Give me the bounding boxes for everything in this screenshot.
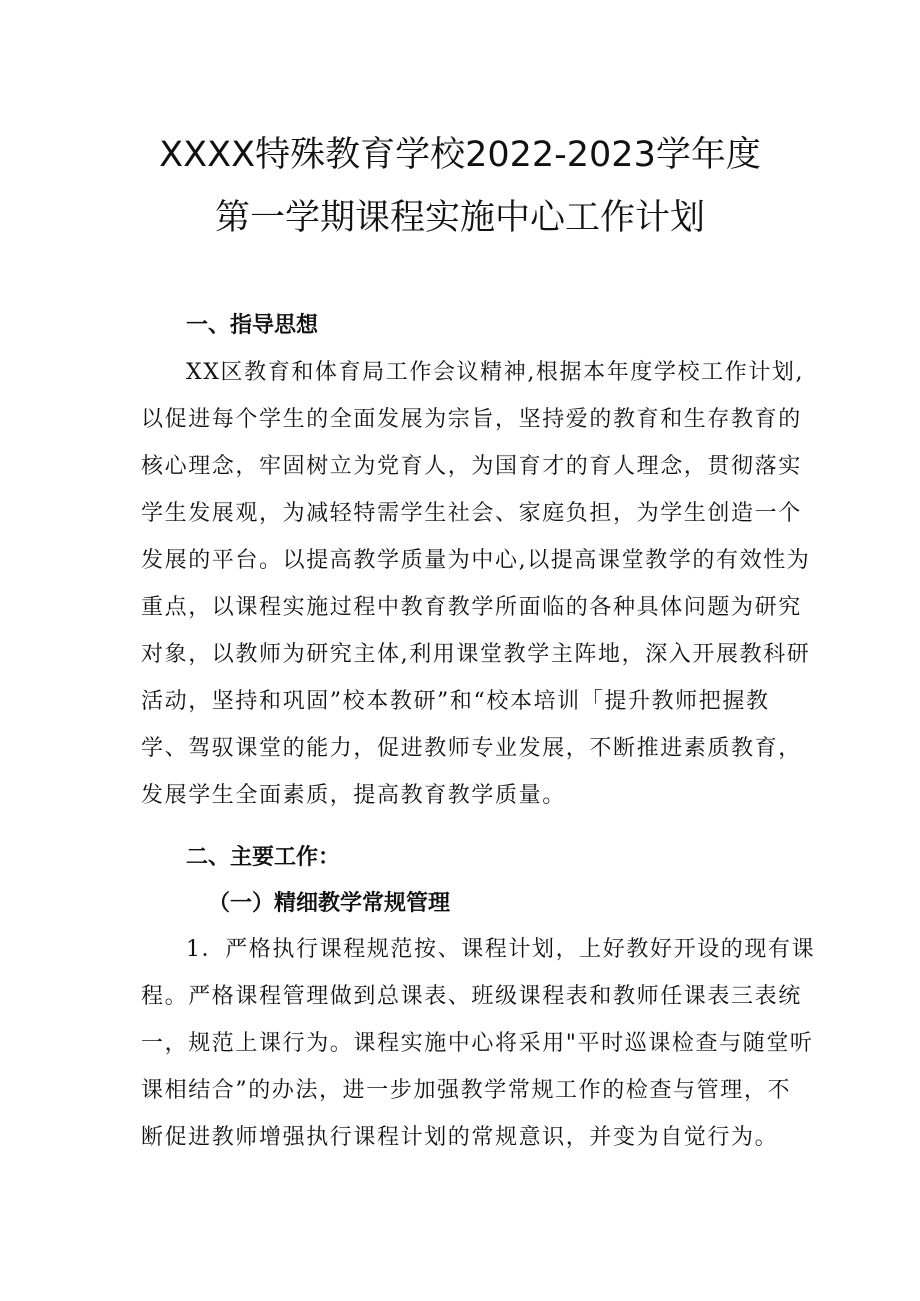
paragraph-line: 活动，坚持和巩固”校本教研”和“校本培训「提升教师把握教 (141, 689, 770, 714)
document-title-line-1: XXXX特殊教育学校2022-2023学年度 (159, 135, 761, 175)
paragraph-line: 重点，以课程实施过程中教育教学所面临的各种具体问题为研究 (141, 595, 802, 620)
paragraph-line: 课相结合”的办法，进一步加强教学常规工作的检查与管理，不 (141, 1078, 792, 1103)
section-heading-guiding-ideology: 一、指导思想 (186, 313, 319, 338)
paragraph-line: 学生发展观，为减轻特需学生社会、家庭负担，为学生创造一个 (141, 501, 802, 526)
paragraph-line: 一，规范上课行为。课程实施中心将采用"平时巡课检查与随堂听 (141, 1031, 814, 1056)
paragraph-line: 学、驾驭课堂的能力，促进教师专业发展，不断推进素质教育， (141, 736, 802, 761)
subsection-heading-teaching-routine: （一）精细教学常规管理 (208, 890, 451, 916)
paragraph-line: 核心理念，牢固树立为党育人，为国育才的育人理念，贯彻落实 (141, 454, 802, 479)
paragraph-line: 发展的平台。以提高教学质量为中心,以提高课堂教学的有效性为 (141, 548, 811, 573)
paragraph-line: 以促进每个学生的全面发展为宗旨，坚持爱的教育和生存教育的 (141, 407, 802, 432)
paragraph-line: 程。严格课程管理做到总课表、班级课程表和教师任课表三表统 (141, 984, 802, 1009)
paragraph-line: 对象，以教师为研究主体,利用课堂教学主阵地，深入开展教科研 (141, 642, 811, 667)
document-title-line-2: 第一学期课程实施中心工作计划 (214, 198, 705, 238)
section-heading-main-work: 二、主要工作： (186, 845, 341, 870)
paragraph-line: 断促进教师增强执行课程计划的常规意识，并变为自觉行为。 (141, 1125, 779, 1150)
paragraph-line: 发展学生全面素质，提高教育教学质量。 (141, 783, 566, 808)
paragraph-line: 1．严格执行课程规范按、课程计划，上好教好开设的现有课 (186, 937, 816, 962)
paragraph-line: XX区教育和体育局工作会议精神,根据本年度学校工作计划, (186, 360, 805, 385)
